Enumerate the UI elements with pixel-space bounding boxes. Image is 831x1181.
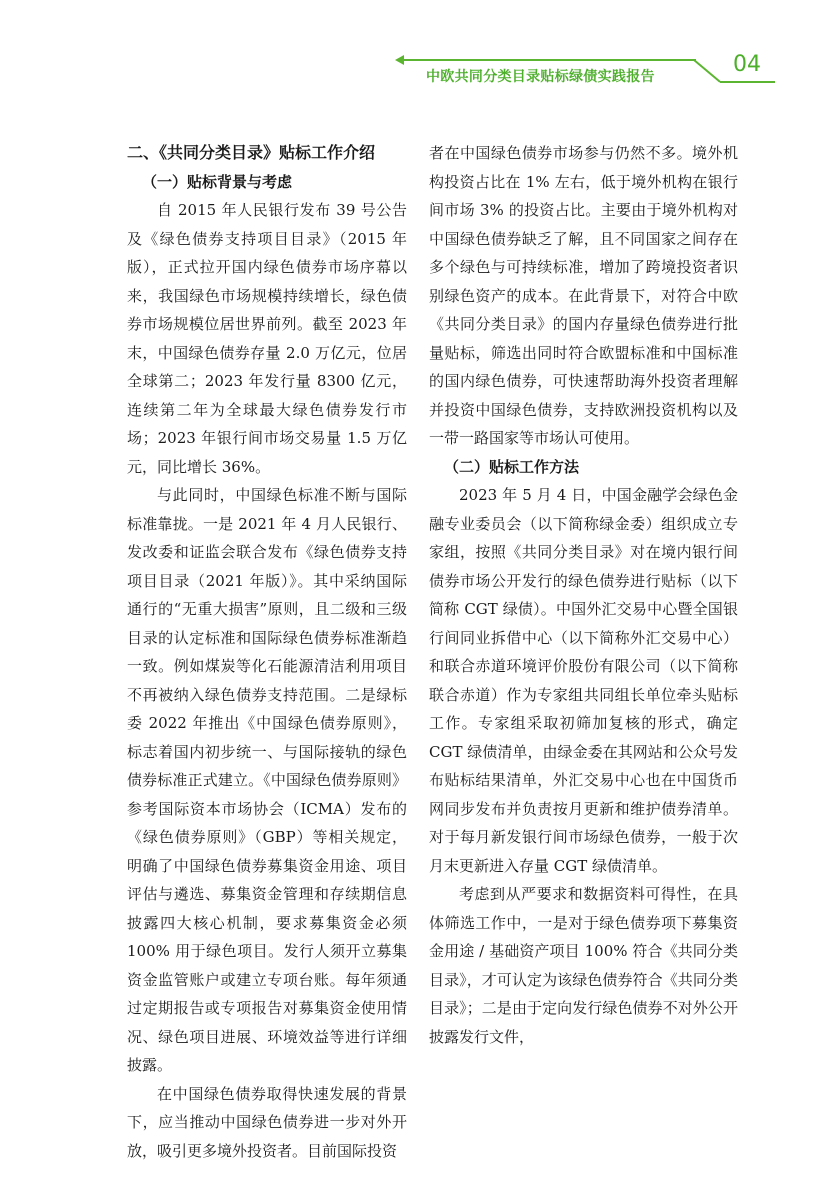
- subsection-heading-method: （二）贴标工作方法: [444, 457, 580, 476]
- header-rule-bottom: [720, 81, 775, 83]
- paragraph-screening-criteria: 考虑到从严要求和数据资料可得性，在具体筛选工作中，一是对于绿色债券项下募集资金用途 / 基础资产项目 100% 符合《共同分类目录》，才可认定为该绿色债券符合《共同分类目录》；二是由于定向发行绿色债券不对外公开披露发行文件，: [429, 885, 738, 1046]
- paragraph-labeling-method: 2023 年 5 月 4 日，中国金融学会绿色金融专业委员会（以下简称绿金委）组织成立专家组，按照《共同分类目录》对在境内银行间债券市场公开发行的绿色债券进行贴标（以下简称 CGT 绿债）。中国外汇交易中心暨全国银行间同业拆借中心（以下简称外汇交易中心）和联合赤道环境评价股份有限公司（以下简称联合赤道）作为专家组共同组长单位牵头贴标工作。专家组采取初筛加复核的形式，确定 CGT 绿债清单，由绿金委在其网站和公众号发布贴标结果清单，外汇交易中心也在中国货币网同步发布并负责按月更新和维护债券清单。对于每月新发银行间市场绿色债券，一般于次月末更新进入存量 CGT 绿债清单。: [429, 486, 738, 875]
- paragraph-standards-alignment: 与此同时，中国绿色标准不断与国际标准靠拢。一是 2021 年 4 月人民银行、发改委和证监会联合发布《绿色债券支持项目目录（2021 年版）》。其中采纳国际通行的“无重大损害”原则，且二级和三级目录的认定标准和国际绿色债券标准渐趋一致。例如煤炭等化石能源清洁利用项目不再被纳入绿色债券支持范围。二是绿标委 2022 年推出《中国绿色债券原则》，标志着国内初步统一、与国际接轨的绿色债券标准正式建立。《中国绿色债券原则》参考国际资本市场协会（ICMA）发布的《绿色债券原则》（GBP）等相关规定，明确了中国绿色债券募集资金用途、项目评估与遴选、募集资金管理和存续期信息披露四大核心机制，要求募集资金必须 100% 用于绿色项目。发行人须开立募集资金监管账户或建立专项台账。每年须通过定期报告或专项报告对募集资金使用情况、绿色项目进展、环境效益等进行详细披露。: [127, 486, 407, 1074]
- paragraph-opening-up-continued: 者在中国绿色债券市场参与仍然不多。境外机构投资占比在 1% 左右，低于境外机构在银行间市场 3% 的投资占比。主要由于境外机构对中国绿色债券缺乏了解，且不同国家之间存在多个绿色与可持续标准，增加了跨境投资者识别绿色资产的成本。在此背景下，对符合中欧《共同分类目录》的国内存量绿色债券进行批量贴标，筛选出同时符合欧盟标准和中国标准的国内绿色债券，可快速帮助海外投资者理解并投资中国绿色债券，支持欧洲投资机构以及一带一路国家等市场认可使用。: [429, 144, 738, 447]
- paragraph-market-scale: 自 2015 年人民银行发布 39 号公告及《绿色债券支持项目目录》（2015 年版），正式拉开国内绿色债券市场序幕以来，我国绿色市场规模持续增长，绿色债券市场规模位居世界前列。截至 2023 年末，中国绿色债券存量 2.0 万亿元，位居全球第二；2023 年发行量 8300 亿元，连续第二年为全球最大绿色债券发行市场；2023 年银行间市场交易量 1.5 万亿元，同比增长 36%。: [127, 201, 407, 476]
- right-column: [429, 139, 738, 1051]
- running-header-title: 中欧共同分类目录贴标绿债实践报告: [426, 69, 655, 85]
- subsection-heading-background: （一）贴标背景与考虑: [142, 172, 293, 191]
- section-heading: 二、《共同分类目录》贴标工作介绍: [127, 143, 376, 162]
- header-rule-diagonal: [693, 59, 720, 82]
- page-number: 04: [733, 52, 761, 77]
- paragraph-opening-up: 在中国绿色债券取得快速发展的背景下，应当推动中国绿色债券进一步对外开放，吸引更多境外投资者。目前国际投资: [127, 1084, 407, 1160]
- header-rule: [402, 59, 696, 61]
- left-column: [127, 139, 407, 1165]
